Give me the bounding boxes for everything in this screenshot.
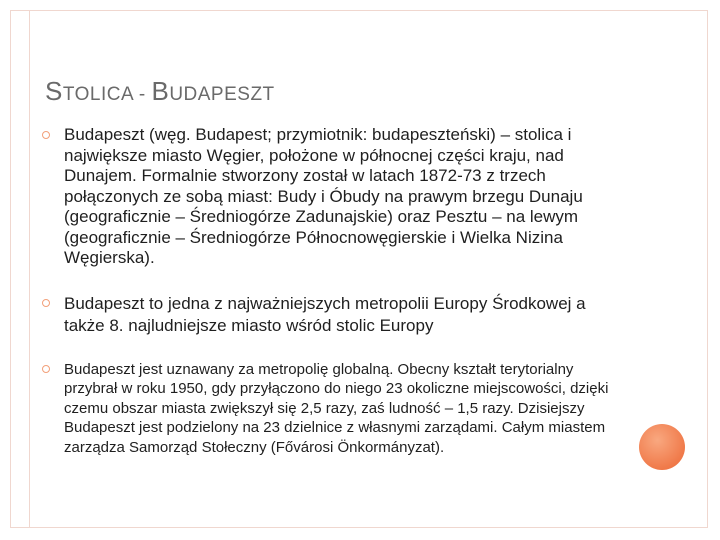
- title-part-1: TOLICA -: [62, 84, 152, 105]
- bullet-item: [40, 293, 630, 337]
- bullet-list: [40, 125, 630, 457]
- title-part-2: UDAPESZT: [169, 84, 275, 105]
- bullet-item: [40, 360, 630, 458]
- title-initial-b: B: [151, 76, 170, 106]
- slide-title: [45, 76, 275, 107]
- bullet-circle-icon: [42, 365, 50, 373]
- title-initial-s: S: [45, 76, 63, 106]
- bullet-circle-icon: [42, 131, 50, 139]
- bullet-circle-icon: [42, 299, 50, 307]
- bullet-text: Budapeszt to jedna z najważniejszych metropolii Europy Środkowej a także 8. najludniejsze miasto wśród stolic Europy: [64, 293, 586, 335]
- decorative-orange-circle: [639, 424, 685, 470]
- left-margin-rule: [29, 10, 30, 528]
- bullet-item: [40, 125, 630, 269]
- bullet-text: Budapeszt jest uznawany za metropolię globalną. Obecny kształt terytorialny przybrał w roku 1950, gdy przyłączono do niego 23 okoliczne miejscowości, dzięki czemu obszar miasta zwiększył się 2,5 razy, zaś ludność – 1,5 razy. Dzisiejszy Budapeszt jest podzielony na 23 dzielnice z własnymi zarządami. Całym miastem zarządza Samorząd Stołeczny (Fővárosi Önkormányzat).: [64, 360, 609, 456]
- bullet-text: Budapeszt (węg. Budapest; przymiotnik: budapeszteński) – stolica i największe miasto Węgier, położone w północnej części kraju, nad Dunajem. Formalnie stworzony został w latach 1872-73 z trzech połączonych ze sobą miast: Budy i Óbudy na prawym brzegu Dunaju (geograficznie – Średniogórze Zadunajskie) oraz Pesztu – na lewym (geograficznie – Średniogórze Północnowęgierskie i Wielka Nizina Węgierska).: [64, 125, 583, 267]
